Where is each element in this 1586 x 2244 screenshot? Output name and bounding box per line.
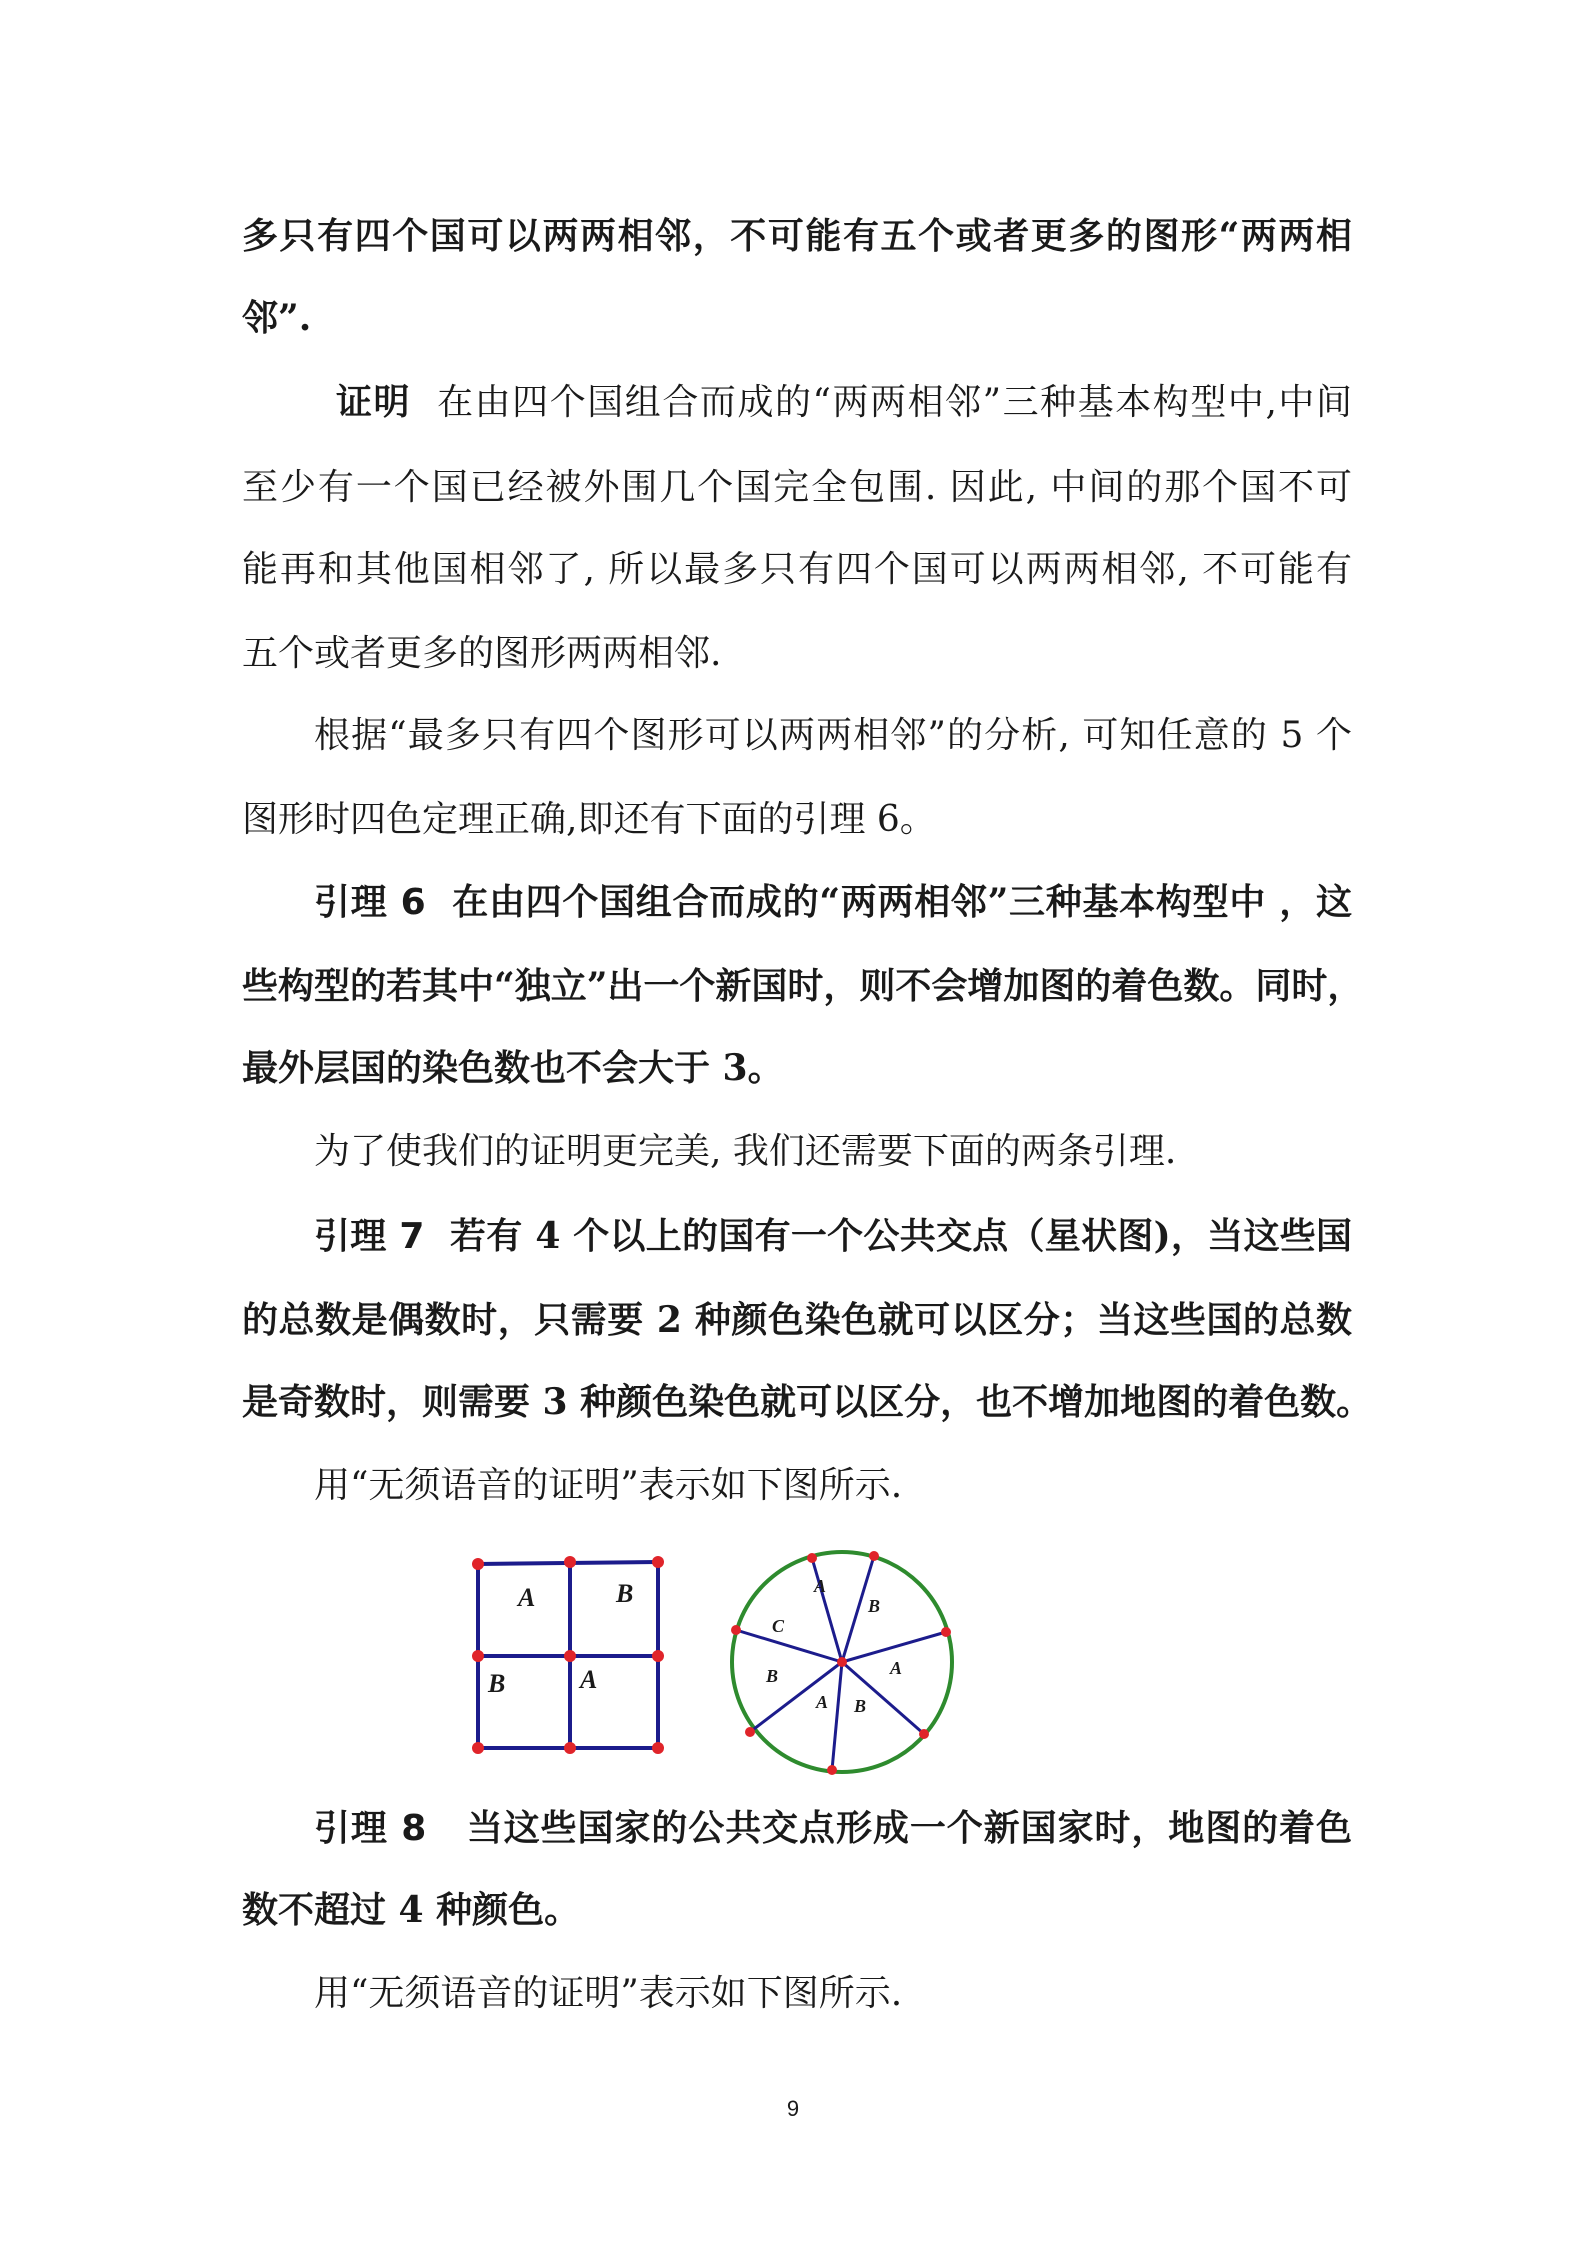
rim-vertex	[731, 1625, 741, 1635]
analysis-line-1: 根据“最多只有四个图形可以两两相邻”的分析, 可知任意的 5 个	[314, 715, 1352, 756]
sector-label: B	[868, 1596, 881, 1616]
lemma6-line-1-text: 在由四个国组合而成的“两两相邻”三种基本构型中 ，这	[452, 881, 1352, 923]
sector-label: A	[814, 1576, 827, 1596]
grid-vertex	[472, 1558, 484, 1570]
sector-label: B	[854, 1696, 867, 1716]
analysis-line-2: 图形时四色定理正确,即还有下面的引理 6。	[242, 799, 936, 840]
caption-1: 用“无须语音的证明”表示如下图所示.	[314, 1465, 903, 1506]
grid-vertex	[564, 1742, 576, 1754]
intro-line-2: 邻”.	[242, 297, 312, 339]
lemma8-label: 引理 8	[314, 1808, 427, 1849]
spoke	[832, 1662, 842, 1770]
grid-vertex	[652, 1742, 664, 1754]
rim-vertex	[827, 1765, 837, 1775]
spoke	[812, 1558, 842, 1662]
lemma7-line-2: 的总数是偶数时，只需要 2 种颜色染色就可以区分；当这些国的总数	[242, 1299, 1352, 1341]
lemma6-line-2: 些构型的若其中“独立”出一个新国时，则不会增加图的着色数。同时，	[242, 965, 1364, 1007]
proof-label: 证明	[336, 381, 412, 423]
grid-vertex	[652, 1556, 664, 1568]
spoke	[736, 1630, 842, 1662]
center-vertex	[837, 1657, 847, 1667]
page-number: 9	[786, 2096, 800, 2121]
grid-vertex	[472, 1650, 484, 1662]
spoke	[750, 1662, 842, 1732]
lemma6-label: 引理 6	[314, 882, 426, 923]
transition-line: 为了使我们的证明更完美, 我们还需要下面的两条引理.	[314, 1131, 1177, 1172]
circle-figure	[730, 1548, 962, 1780]
rim-vertex	[941, 1627, 951, 1637]
grid-figure	[466, 1552, 676, 1764]
rim-vertex	[919, 1729, 929, 1739]
proof-line-1	[336, 380, 1352, 425]
rim-vertex	[745, 1727, 755, 1737]
rim-vertex	[807, 1553, 817, 1563]
sector-label: C	[772, 1616, 785, 1636]
grid-cell-label: A	[518, 1583, 536, 1612]
sector-label: A	[816, 1692, 829, 1712]
grid-cell-label: B	[616, 1579, 634, 1608]
rim-vertex	[869, 1551, 879, 1561]
intro-line-1: 多只有四个国可以两两相邻，不可能有五个或者更多的图形“两两相	[242, 215, 1352, 257]
lemma6-line-3: 最外层国的染色数也不会大于 3。	[242, 1047, 784, 1089]
proof-line-4: 五个或者更多的图形两两相邻.	[242, 633, 722, 674]
grid-cell-label: A	[580, 1665, 598, 1694]
lemma7-line-3: 是奇数时，则需要 3 种颜色染色就可以区分，也不增加地图的着色数。	[242, 1381, 1373, 1423]
caption-2: 用“无须语音的证明”表示如下图所示.	[314, 1973, 903, 2014]
grid-cell-label: B	[488, 1669, 506, 1698]
lemma8-line-1	[314, 1806, 1352, 1851]
proof-line-2: 至少有一个国已经被外围几个国完全包围. 因此, 中间的那个国不可	[242, 467, 1352, 508]
grid-vertex	[472, 1742, 484, 1754]
grid-vertex	[564, 1556, 576, 1568]
proof-line-3: 能再和其他国相邻了, 所以最多只有四个国可以两两相邻, 不可能有	[242, 549, 1352, 590]
lemma7-line-1	[314, 1214, 1352, 1259]
lemma8-line-2: 数不超过 4 种颜色。	[242, 1889, 581, 1931]
lemma8-line-1-text: 当这些国家的公共交点形成一个新国家时，地图的着色	[466, 1807, 1352, 1849]
grid-vertex	[652, 1650, 664, 1662]
lemma7-label: 引理 7	[314, 1216, 425, 1257]
sector-label: A	[890, 1658, 903, 1678]
lemma7-line-1-text: 若有 4 个以上的国有一个公共交点（星状图)，当这些国	[450, 1215, 1352, 1257]
proof-line-1-text: 在由四个国组合而成的“两两相邻”三种基本构型中,中间	[437, 382, 1352, 423]
lemma6-line-1	[314, 880, 1352, 925]
sector-label: B	[766, 1666, 779, 1686]
grid-vertex	[564, 1650, 576, 1662]
